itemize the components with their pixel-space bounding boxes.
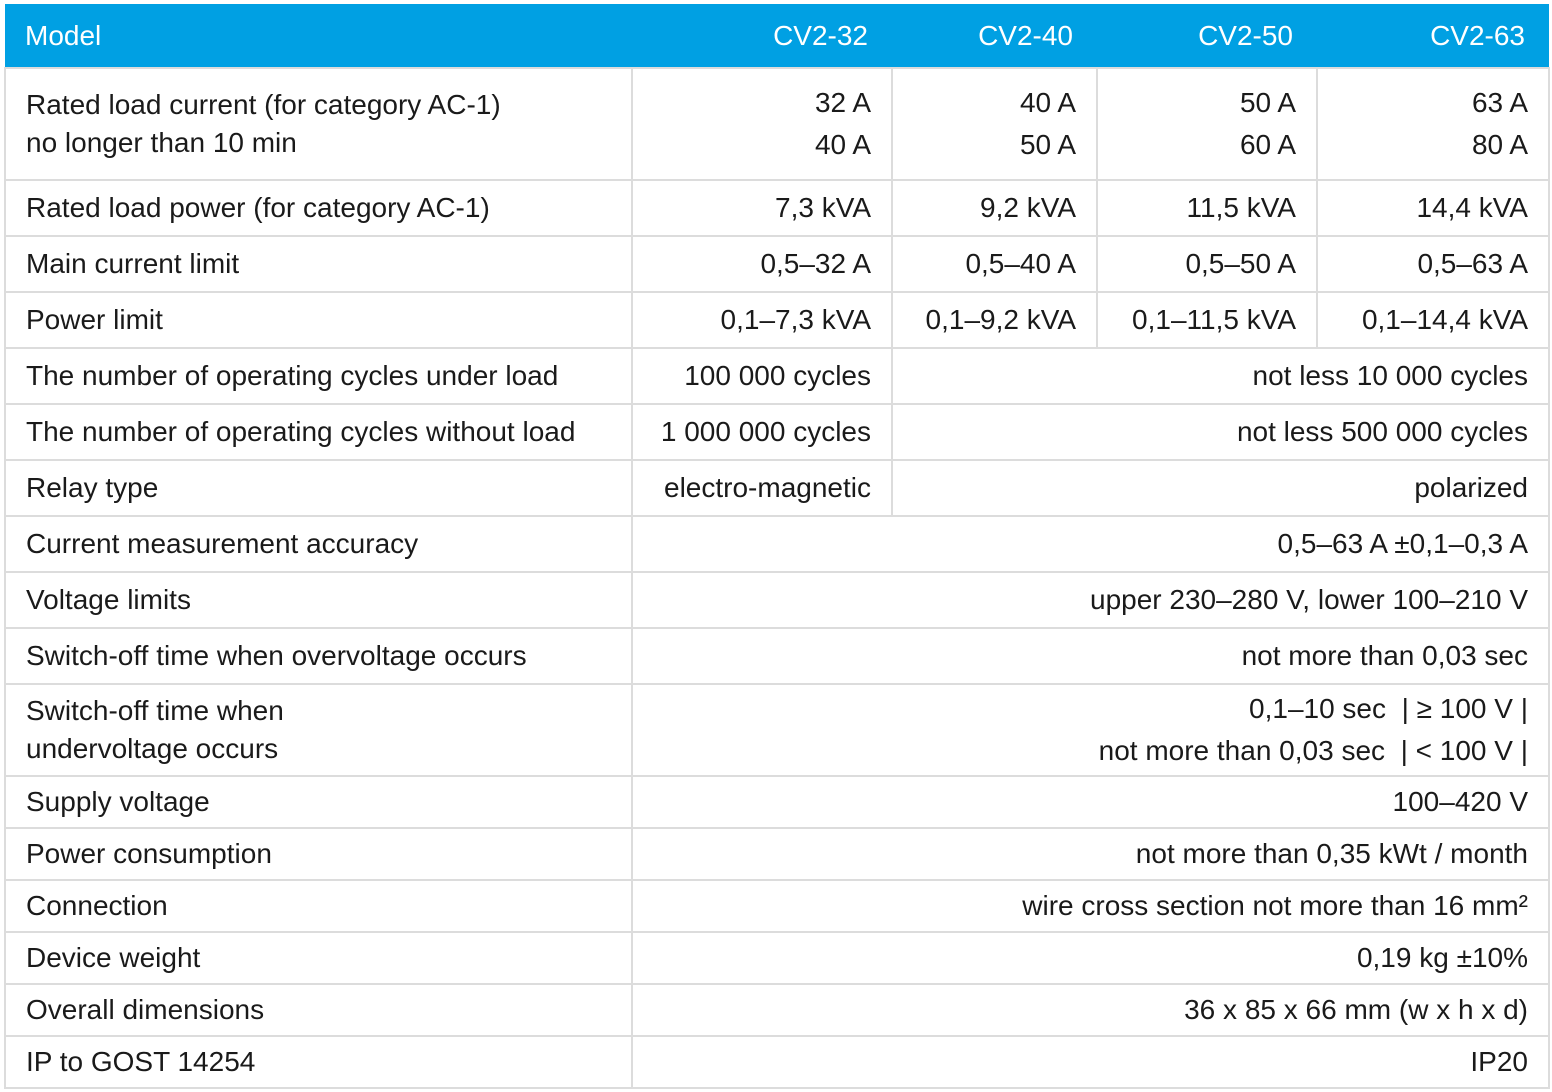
value-all-models — [632, 684, 1549, 776]
value-cv2-40: 0,1–9,2 kVA — [892, 292, 1097, 348]
label-line: undervoltage occurs — [26, 733, 279, 764]
value-all-models: 36 x 85 x 66 mm (w x h x d) — [632, 984, 1549, 1036]
value-cv2-63: 0,5–63 A — [1317, 236, 1549, 292]
value-cv2-32: 0,1–7,3 kVA — [632, 292, 892, 348]
header-model-cv2-50: CV2-50 — [1198, 19, 1293, 51]
value-cv2-63: 0,1–14,4 kVA — [1317, 292, 1549, 348]
value-cv2-32: 7,3 kVA — [632, 180, 892, 236]
value-all-models: 0,19 kg ±10% — [632, 932, 1549, 984]
row-label: Power limit — [5, 292, 632, 348]
header-model-label: Model — [25, 19, 102, 51]
value-line: 60 A — [1239, 129, 1296, 160]
value-cv2-32: 100 000 cycles — [632, 348, 892, 404]
row-relay-type — [5, 460, 1549, 516]
header-model-cv2-40: CV2-40 — [978, 19, 1073, 51]
row-ip-rating — [5, 1036, 1549, 1088]
value-cv2-40-to-63: not less 500 000 cycles — [892, 404, 1549, 460]
row-rated-load-power — [5, 180, 1549, 236]
value-cv2-50: 11,5 kVA — [1097, 180, 1317, 236]
row-label: Main current limit — [5, 236, 632, 292]
value-line: not more than 0,03 sec | < 100 V | — [1098, 735, 1528, 766]
value-all-models: wire cross section not more than 16 mm² — [632, 880, 1549, 932]
row-label: Current measurement accuracy — [5, 516, 632, 572]
value-all-models: upper 230–280 V, lower 100–210 V — [632, 572, 1549, 628]
row-label: Supply voltage — [5, 776, 632, 828]
row-power-limit — [5, 292, 1549, 348]
row-device-weight — [5, 932, 1549, 984]
row-overvoltage-switch-off-time — [5, 628, 1549, 684]
value-all-models: IP20 — [632, 1036, 1549, 1088]
row-label: Switch-off time when overvoltage occurs — [5, 628, 632, 684]
row-label: Voltage limits — [5, 572, 632, 628]
row-main-current-limit — [5, 236, 1549, 292]
value-line: 50 A — [1239, 87, 1296, 118]
value-all-models: not more than 0,35 kWt / month — [632, 828, 1549, 880]
label-line: no longer than 10 min — [26, 127, 297, 158]
row-label — [5, 684, 632, 776]
value-all-models: 0,5–63 A ±0,1–0,3 A — [632, 516, 1549, 572]
value-cv2-50: 0,5–50 A — [1097, 236, 1317, 292]
value-cv2-63 — [1317, 68, 1549, 180]
row-power-consumption — [5, 828, 1549, 880]
value-cv2-32: electro-magnetic — [632, 460, 892, 516]
value-cv2-40: 9,2 kVA — [892, 180, 1097, 236]
value-cv2-32 — [632, 68, 892, 180]
row-undervoltage-switch-off-time — [5, 684, 1549, 776]
header-row — [5, 4, 1549, 68]
header-model-cv2-32: CV2-32 — [773, 19, 868, 51]
row-label: Relay type — [5, 460, 632, 516]
row-current-measurement-accuracy — [5, 516, 1549, 572]
header-model-cv2-63: CV2-63 — [1430, 19, 1525, 51]
value-cv2-32: 0,5–32 A — [632, 236, 892, 292]
value-cv2-50 — [1097, 68, 1317, 180]
specifications-table — [4, 4, 1550, 1089]
value-cv2-40: 0,5–40 A — [892, 236, 1097, 292]
row-label: Connection — [5, 880, 632, 932]
row-connection — [5, 880, 1549, 932]
row-label: IP to GOST 14254 — [5, 1036, 632, 1088]
row-voltage-limits — [5, 572, 1549, 628]
value-all-models: not more than 0,03 sec — [632, 628, 1549, 684]
value-line: 0,1–10 sec | ≥ 100 V | — [1249, 693, 1528, 724]
value-line: 63 A — [1471, 87, 1528, 118]
label-line: Rated load current (for category AC-1) — [26, 89, 501, 120]
row-cycles-under-load — [5, 348, 1549, 404]
value-line: 40 A — [1019, 87, 1076, 118]
value-cv2-40-to-63: not less 10 000 cycles — [892, 348, 1549, 404]
label-line: Switch-off time when — [26, 695, 284, 726]
row-label: Device weight — [5, 932, 632, 984]
row-supply-voltage — [5, 776, 1549, 828]
value-line: 32 A — [814, 87, 871, 118]
row-label: Power consumption — [5, 828, 632, 880]
value-cv2-50: 0,1–11,5 kVA — [1097, 292, 1317, 348]
value-line: 80 A — [1471, 129, 1528, 160]
row-label: Rated load power (for category AC-1) — [5, 180, 632, 236]
row-cycles-without-load — [5, 404, 1549, 460]
value-cv2-63: 14,4 kVA — [1317, 180, 1549, 236]
row-label: The number of operating cycles under load — [5, 348, 632, 404]
row-rated-load-current — [5, 68, 1549, 180]
row-label: The number of operating cycles without load — [5, 404, 632, 460]
row-overall-dimensions — [5, 984, 1549, 1036]
row-label: Overall dimensions — [5, 984, 632, 1036]
value-line: 40 A — [814, 129, 871, 160]
value-all-models: 100–420 V — [632, 776, 1549, 828]
value-cv2-40 — [892, 68, 1097, 180]
row-label — [5, 68, 632, 180]
value-cv2-40-to-63: polarized — [892, 460, 1549, 516]
value-line: 50 A — [1019, 129, 1076, 160]
value-cv2-32: 1 000 000 cycles — [632, 404, 892, 460]
